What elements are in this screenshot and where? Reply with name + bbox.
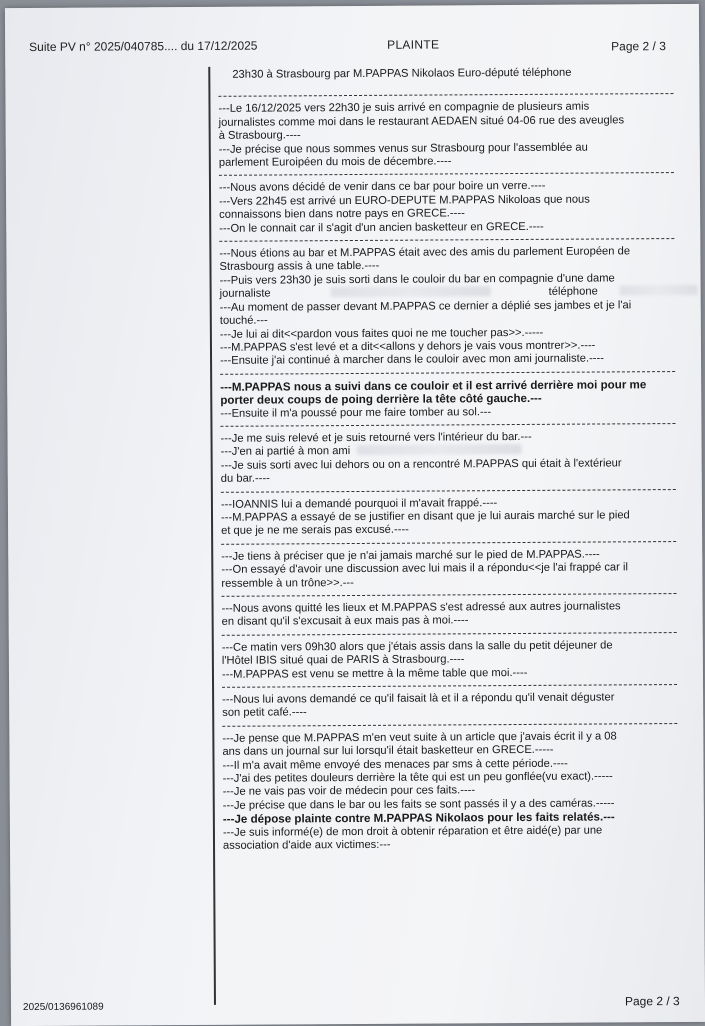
statement-line: ---On essayé d'avoir une discussion avec lui mais il a répondu<<je l'ai frappé car il — [221, 561, 628, 577]
statement-line: ---Je précise que dans le bar ou les faits se sont passés il y a des caméras.----- — [222, 797, 615, 812]
separator — [222, 632, 677, 636]
statement-line: parlement Euroipéen du mois de décembre.---- — [218, 155, 452, 169]
statement-line: association d'aide aux victimes:--- — [222, 838, 391, 852]
paragraph — [219, 179, 674, 235]
statement-line: ressemble à un trône>>.--- — [221, 576, 354, 590]
separator — [219, 238, 674, 242]
statement-line: ---Je tiens à préciser que je n'ai jamais marché sur le pied de M.PAPPAS.---- — [221, 548, 600, 563]
statement-line: ---On le connait car il s'agit d'un ancien basketteur en GRECE.---- — [219, 220, 544, 235]
redaction-blur — [620, 285, 698, 295]
statement-line: ---Nous étions au bar et M.PAPPAS était avec des amis du parlement Européen de — [219, 245, 631, 260]
statement-line: ---Il m'a avait même envoyé des menaces par sms à cette période.---- — [222, 757, 568, 772]
paragraph — [220, 430, 675, 486]
statement-line: ---Ensuite j'ai continué à marcher dans le couloir avec mon ami journaliste.---- — [220, 352, 605, 368]
statement-line: son petit café.---- — [222, 706, 307, 720]
statement-line: du bar.---- — [220, 472, 270, 485]
statement-line-bold: ---Je dépose plainte contre M.PAPPAS Nikolaos pour les faits relatés.--- — [222, 810, 615, 827]
paragraph — [218, 100, 673, 170]
margin-rule — [208, 67, 215, 1005]
statement-body — [218, 66, 678, 853]
redaction-blur — [356, 444, 521, 455]
separator — [219, 172, 674, 176]
statement-line: connaissons bien dans notre pays en GRECE.---- — [219, 207, 465, 222]
statement-line: ---J'ai des petites douleurs derrière la tête qui est un peu gonflée(vu exact).----- — [222, 770, 613, 785]
statement-line: ---Je suis sorti avec lui dehors ou on a rencontré M.PAPPAS qui était à l'extérieur — [220, 457, 622, 472]
statement-line: ---Vers 22h45 est arrivé un EURO-DEPUTE M.PAPPAS Nikoloas que nous — [219, 193, 590, 208]
statement-line: l'Hôtel IBIS situé quai de PARIS à Strasbourg.---- — [221, 653, 465, 668]
separator — [221, 593, 676, 597]
statement-line: touché.--- — [219, 314, 268, 327]
statement-line: Strasbourg assis à une table.---- — [219, 260, 380, 274]
paragraph — [222, 691, 677, 721]
statement-line: ---M.PAPPAS s'est levé et a dit<<allons y dehors je vais vous montrer>>.---- — [219, 339, 596, 354]
statement-text: téléphone — [548, 285, 598, 299]
statement-line-bold: ---M.PAPPAS nous a suivi dans ce couloir et il est arrivé derrière moi pour me — [220, 377, 647, 394]
statement-line: et que je ne me serais pas excusé.---- — [221, 524, 409, 538]
statement-line: ---Ensuite il m'a poussé pour me faire tomber au sol.--- — [220, 405, 492, 420]
statement-line: ---Je me suis relevé et je suis retourné vers l'intérieur du bar.--- — [220, 430, 532, 445]
paragraph — [222, 730, 678, 853]
separator — [218, 93, 673, 97]
separator — [220, 371, 675, 375]
statement-line: ---Puis vers 23h30 je suis sorti dans le couloir du bar en compagnie d'une dame — [219, 272, 615, 287]
document-page — [5, 4, 705, 1026]
separator — [222, 684, 677, 688]
paragraph — [221, 548, 676, 591]
pv-reference: Suite PV n° 2025/040785.... du 17/12/2025 — [29, 38, 258, 54]
statement-text: journaliste — [219, 287, 271, 301]
statement-line: 23h30 à Strasbourg par M.PAPPAS Nikolaos Euro-député téléphone — [232, 66, 572, 81]
statement-line: ---M.PAPPAS a essayé de se justifier en disant que je lui aurais marché sur le pied — [220, 509, 630, 524]
separator — [221, 489, 676, 493]
statement-line: journalistes comme moi dans le restaurant AEDAEN situé 04-06 rue des aveugles — [218, 114, 625, 129]
statement-line: à Strasbourg.---- — [218, 129, 301, 143]
document-number: 2025/0136961089 — [22, 1001, 104, 1014]
statement-line: ans dans un journal sur lui lorsqu'il était basketteur en GRECE.----- — [222, 744, 554, 759]
paragraph — [220, 378, 675, 421]
redaction-blur — [331, 286, 491, 297]
statement-line: ---Le 16/12/2025 vers 22h30 je suis arrivé en compagnie de plusieurs amis — [218, 100, 590, 116]
statement-line: ---Je suis informé(e) de mon droit à obtenir réparation et être aidé(e) par une — [222, 824, 603, 839]
statement-text: ---J'en ai partié à mon ami — [220, 445, 351, 459]
statement-line: ---Nous avons décidé de venir dans ce bar pour boire un verre.---- — [218, 180, 546, 195]
statement-line: ---Nous lui avons demandé ce qu'il faisait là et il a répondu qu'il venait déguster — [222, 691, 615, 706]
document-title: PLAINTE — [387, 37, 440, 52]
page-number-top: Page 2 / 3 — [611, 39, 666, 54]
separator — [221, 541, 676, 545]
paragraph — [219, 245, 675, 368]
page-number-bottom: Page 2 / 3 — [624, 994, 680, 1009]
statement-line: ---Je pense que M.PAPPAS m'en veut suite à un article que j'avais écrit il y a 08 — [222, 730, 617, 745]
paragraph — [222, 600, 677, 630]
separator — [220, 423, 675, 427]
statement-line: ---Au moment de passer devant M.PAPPAS ce dernier a déplié ses jambes et je l'ai — [219, 298, 632, 314]
statement-line: ---Je ne vais pas voir de médecin pour ces faits.---- — [222, 784, 476, 799]
statement-line-bold: porter deux coups de poing derrière la tête côté gauche.--- — [220, 391, 542, 407]
statement-line: ---Je lui ai dit<<pardon vous faites quoi ne me toucher pas>>.----- — [219, 326, 544, 341]
paragraph — [221, 496, 676, 539]
statement-line: ---Je précise que nous sommes venus sur Strasbourg pour l'assemblée au — [218, 141, 588, 156]
statement-line: ---IOANNIS lui a demandé pourquoi il m'avait frappé.---- — [220, 496, 498, 511]
paragraph — [222, 639, 677, 682]
statement-line: en disant qu'il s'excusait à eux mais pas à moi.---- — [221, 614, 469, 629]
statement-line: ---M.PAPPAS est venu se mettre à la même table que moi.---- — [221, 666, 528, 681]
statement-line: ---Nous avons quitté les lieux et M.PAPPAS s'est adressé aux autres journalistes — [221, 600, 621, 615]
separator — [222, 723, 677, 727]
statement-line: ---Ce matin vers 09h30 alors que j'étais assis dans la salle du petit déjeuner de — [221, 639, 613, 654]
